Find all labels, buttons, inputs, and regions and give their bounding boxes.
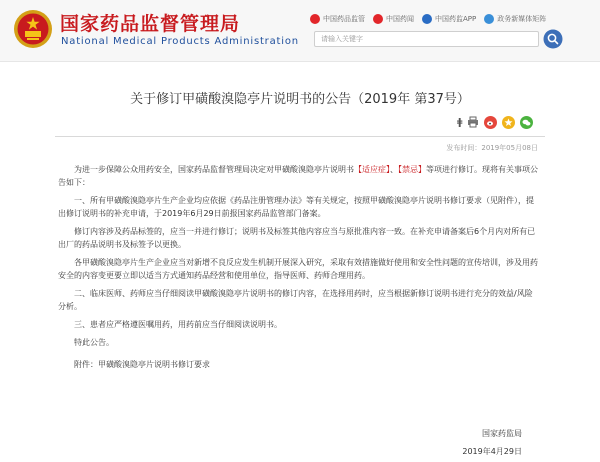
signature: 国家药监局 bbox=[482, 429, 522, 438]
paragraph: 三、患者应严格遵医嘱用药，用药前应当仔细阅读说明书。 bbox=[74, 320, 282, 329]
signature-date: 2019年4月29日 bbox=[462, 447, 522, 456]
print-icon[interactable] bbox=[467, 116, 479, 128]
quicklink-news[interactable] bbox=[373, 14, 414, 24]
publish-date: 发布时间：2019年05月08日 bbox=[446, 144, 538, 152]
search-input[interactable]: 请输入关键字 bbox=[314, 31, 539, 47]
quicklink-label: 政务新媒体矩阵 bbox=[497, 15, 547, 23]
paragraph: 各甲磺酸溴隐亭片生产企业应当对新增不良反应发生机制开展深入研究，采取有效措施做好使用和安全性问题的宣传培训，涉及用药安全的内容变更要立即以适当方式通知药品经营和使用单位，指导医师、药师合理用药。 bbox=[58, 258, 538, 280]
emblem-icon[interactable] bbox=[13, 9, 53, 49]
search-icon[interactable] bbox=[543, 29, 563, 49]
site-header bbox=[0, 0, 600, 62]
article-body bbox=[58, 163, 540, 376]
divider bbox=[55, 136, 545, 137]
article-tools bbox=[457, 115, 538, 129]
quicklink-weibo[interactable] bbox=[310, 14, 365, 24]
paragraph-intro: 为进一步保障公众用药安全，国家药品监督管理局决定对甲磺酸溴隐亭片说明书【适应症】、【禁忌】等项进行修订。现将有关事项公告如下： bbox=[58, 165, 538, 187]
paragraph: 修订内容涉及药品标签的，应当一并进行修订；说明书及标签其他内容应当与原批准内容一致。在补充申请备案后6个月内对所有已出厂的药品说明书及标签予以更换。 bbox=[58, 227, 536, 249]
news-icon bbox=[373, 14, 383, 24]
quicklink-app[interactable] bbox=[422, 14, 476, 24]
paragraph: 二、临床医师、药师应当仔细阅读甲磺酸溴隐亭片说明书的修订内容，在选择用药时，应当根据新修订说明书进行充分的效益/风险分析。 bbox=[58, 289, 533, 311]
weibo-share-icon[interactable] bbox=[484, 116, 497, 129]
media-icon bbox=[484, 14, 494, 24]
qzone-share-icon[interactable] bbox=[502, 116, 515, 129]
quicklink-label: 中国药品监管 bbox=[323, 15, 365, 23]
attachment-link[interactable]: 附件：甲磺酸溴隐亭片说明书修订要求 bbox=[74, 360, 210, 369]
weibo-icon bbox=[310, 14, 320, 24]
article-title: 关于修订甲磺酸溴隐亭片说明书的公告（2019年 第37号） bbox=[130, 92, 470, 107]
wechat-share-icon[interactable] bbox=[520, 116, 533, 129]
font-size-icon[interactable]: ǂ bbox=[457, 116, 463, 128]
site-title-en: National Medical Products Administration bbox=[61, 36, 299, 47]
quicklinks bbox=[310, 13, 554, 25]
app-icon bbox=[422, 14, 432, 24]
quicklink-media[interactable] bbox=[484, 14, 546, 24]
quicklink-label: 中国药闻 bbox=[386, 15, 414, 23]
paragraph: 特此公告。 bbox=[74, 338, 114, 347]
site-title[interactable]: 国家药品监督管理局 bbox=[60, 13, 241, 35]
quicklink-label: 中国药监APP bbox=[435, 15, 477, 23]
paragraph: 一、所有甲磺酸溴隐亭片生产企业均应依据《药品注册管理办法》等有关规定，按照甲磺酸溴隐亭片说明书修订要求（见附件），提出修订说明书的补充申请，于2019年6月29日前报国家药品监管部门备案。 bbox=[58, 196, 534, 218]
